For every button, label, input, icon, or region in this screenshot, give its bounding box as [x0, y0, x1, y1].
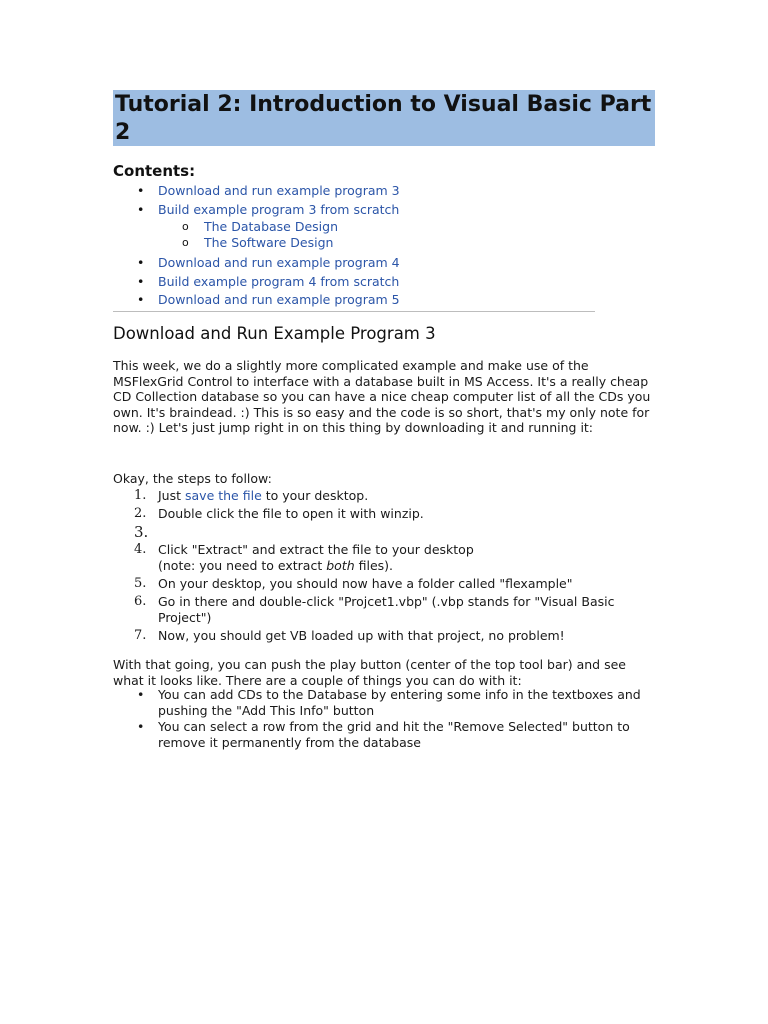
- toc-item: [113, 254, 613, 273]
- steps-intro: Okay, the steps to follow:: [113, 471, 272, 486]
- list-item-text: You can add CDs to the Database by entering some info in the textboxes and pushing the "Add This Info" button: [158, 687, 641, 718]
- step-item: [113, 628, 653, 644]
- toc-link-download-program-5[interactable]: Download and run example program 5: [158, 292, 400, 307]
- sub-bullet-icon: o: [182, 220, 189, 233]
- divider: [113, 311, 595, 312]
- save-file-link[interactable]: save the file: [185, 488, 262, 503]
- step-number: 5.: [134, 576, 147, 591]
- bullet-icon: •: [137, 687, 145, 702]
- step-text: Go in there and double-click "Projcet1.vbp" (.vbp stands for "Visual Basic Project"): [158, 594, 615, 625]
- toc-link-build-program-3[interactable]: Build example program 3 from scratch: [158, 201, 400, 217]
- list-item: [113, 687, 653, 719]
- step-text: Click "Extract" and extract the file to your desktop: [158, 542, 474, 557]
- step-number: 7.: [134, 628, 147, 643]
- sub-bullet-icon: o: [182, 236, 189, 249]
- intro-paragraph: This week, we do a slightly more complicated example and make use of the MSFlexGrid Control to interface with a database built in MS Access. It's a really cheap CD Collection database so you can have a nice cheap computer list of all the CDs you own. It's braindead. :) This is so easy and the code is so short, that's my only note for now. :) Let's just jump right in on this thing by downloading it and running it:: [113, 358, 651, 435]
- after-steps-paragraph: With that going, you can push the play button (center of the top tool bar) and see what it looks like. There are a couple of things you can do with it:: [113, 657, 626, 688]
- toc-item: [113, 273, 613, 292]
- step-number: 6.: [134, 594, 147, 609]
- step-number: 1.: [134, 488, 147, 503]
- table-of-contents: [113, 182, 613, 310]
- step-item: [113, 542, 653, 574]
- toc-link-database-design[interactable]: The Database Design: [204, 219, 338, 234]
- step-text: to your desktop.: [261, 488, 369, 503]
- toc-subitem: [113, 219, 613, 235]
- step-number: 4.: [134, 542, 147, 557]
- step-note-emphasis: both: [326, 558, 355, 573]
- step-item: [113, 506, 653, 522]
- step-item: [113, 524, 653, 540]
- contents-heading: Contents:: [113, 162, 196, 180]
- step-note: files).: [354, 558, 393, 573]
- list-item-text: You can select a row from the grid and hit the "Remove Selected" button to remove it permanently from the database: [158, 719, 630, 750]
- step-number: 3.: [134, 523, 149, 541]
- bullet-icon: •: [137, 292, 145, 307]
- bullet-icon: •: [137, 183, 145, 198]
- section-heading: Download and Run Example Program 3: [113, 324, 436, 343]
- title-banner: [113, 90, 655, 146]
- features-list: [113, 687, 653, 751]
- step-text: Now, you should get VB loaded up with that project, no problem!: [158, 628, 565, 643]
- toc-item: [113, 291, 613, 310]
- bullet-icon: •: [137, 201, 145, 217]
- toc-item: [113, 201, 613, 220]
- bullet-icon: •: [137, 255, 145, 270]
- list-item: [113, 719, 653, 751]
- step-text: Just: [158, 488, 185, 503]
- step-item: [113, 488, 653, 504]
- steps-list: [113, 488, 653, 646]
- toc-link-software-design[interactable]: The Software Design: [204, 235, 334, 250]
- step-number: 2.: [134, 506, 147, 521]
- toc-item: [113, 182, 613, 201]
- page-title: Tutorial 2: Introduction to Visual Basic Part 2: [115, 92, 652, 145]
- bullet-icon: •: [137, 273, 145, 289]
- bullet-icon: •: [137, 719, 145, 734]
- toc-link-build-program-4[interactable]: Build example program 4 from scratch: [158, 273, 400, 289]
- toc-link-download-program-4[interactable]: Download and run example program 4: [158, 255, 400, 270]
- step-note: (note: you need to extract: [158, 558, 327, 573]
- toc-link-download-program-3[interactable]: Download and run example program 3: [158, 183, 400, 198]
- step-text: Double click the file to open it with winzip.: [158, 506, 424, 521]
- step-text: On your desktop, you should now have a folder called "flexample": [158, 576, 573, 591]
- step-item: [113, 594, 653, 626]
- step-item: [113, 576, 653, 592]
- toc-subitem: [113, 235, 613, 251]
